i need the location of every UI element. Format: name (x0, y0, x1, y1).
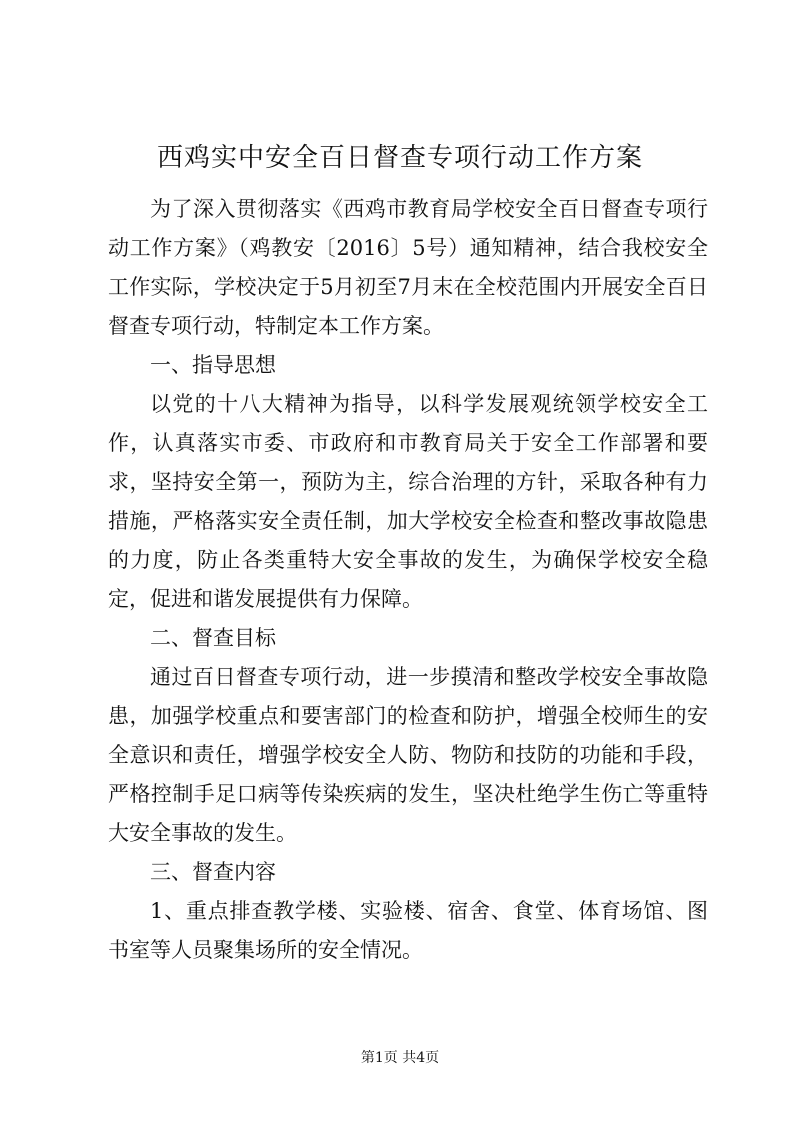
section-heading-guiding-ideology: 一、指导思想 (150, 353, 276, 377)
supervision-content-item-1: 1、重点排查教学楼、实验楼、宿舍、食堂、体育场馆、图书室等人员聚集场所的安全情况。 (108, 899, 708, 962)
document-body (108, 190, 708, 970)
section-heading-supervision-goals: 二、督查目标 (150, 626, 276, 650)
section-heading-supervision-content: 三、督查内容 (150, 860, 276, 884)
intro-paragraph: 为了深入贯彻落实《西鸡市教育局学校安全百日督查专项行动工作方案》（鸡教安〔2016〕5号）通知精神，结合我校安全工作实际，学校决定于5月初至7月末在全校范围内开展安全百日督查专项行动，特制定本工作方案。 (108, 197, 708, 338)
supervision-goals-paragraph: 通过百日督查专项行动，进一步摸清和整改学校安全事故隐患，加强学校重点和要害部门的检查和防护，增强全校师生的安全意识和责任，增强学校安全人防、物防和技防的功能和手段，严格控制手足口病等传染疾病的发生，坚决杜绝学生伤亡等重特大安全事故的发生。 (108, 665, 708, 845)
page-footer: 第1页 共4页 (360, 1050, 440, 1066)
document-title: 西鸡实中安全百日督查专项行动工作方案 (156, 143, 643, 173)
guiding-ideology-paragraph: 以党的十八大精神为指导，以科学发展观统领学校安全工作，认真落实市委、市政府和市教育局关于安全工作部署和要求，坚持安全第一，预防为主，综合治理的方针，采取各种有力措施，严格落实安全责任制，加大学校安全检查和整改事故隐患的力度，防止各类重特大安全事故的发生，为确保学校安全稳定，促进和谐发展提供有力保障。 (108, 392, 708, 611)
